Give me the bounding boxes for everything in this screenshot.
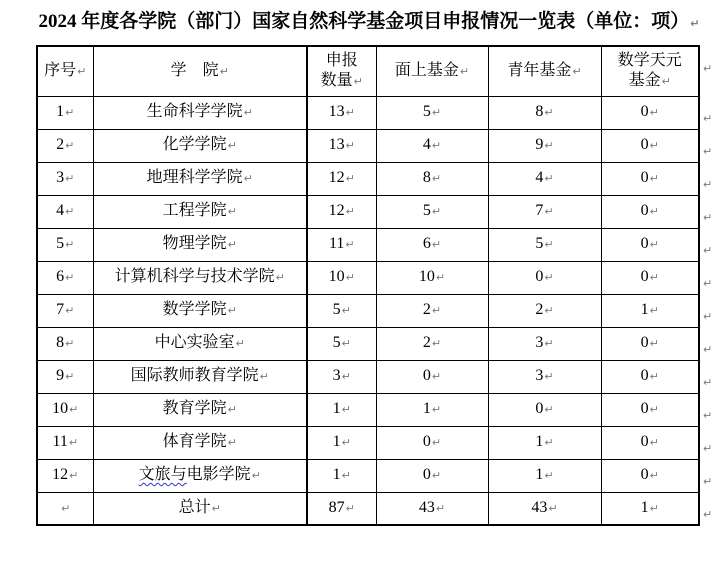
col-header-tianyuan-fund: 数学天元 基金↵: [601, 46, 699, 96]
paragraph-mark-icon: ↵: [345, 172, 355, 185]
header-row: [37, 46, 699, 96]
paragraph-mark-icon: ↵: [431, 436, 442, 449]
paragraph-mark-icon: ↵: [227, 403, 237, 416]
paragraph-mark-icon: ↵: [341, 337, 351, 350]
cell-tianyuan-fund: 0↵: [601, 426, 699, 459]
paragraph-mark-icon: ↵: [251, 469, 261, 482]
paragraph-mark-icon: ↵: [341, 403, 351, 416]
paragraph-mark-icon: ↵: [345, 139, 355, 152]
paragraph-mark-icon: ↵: [345, 238, 355, 251]
paragraph-mark-icon: ↵: [431, 403, 442, 416]
cell-college: 地理科学学院↵: [93, 162, 307, 195]
cell-tianyuan-fund: 0↵: [601, 162, 699, 195]
col-header-college: 学 院↵: [93, 46, 307, 96]
paragraph-mark-icon: ↵: [65, 304, 75, 317]
cell-tianyuan-fund: 0↵: [601, 96, 699, 129]
paragraph-mark-icon: ↵: [544, 172, 554, 185]
paragraph-mark-icon: ↵: [703, 343, 713, 356]
cell-apply-count: 5↵: [307, 294, 376, 327]
paragraph-mark-icon: ↵: [65, 205, 75, 218]
table-row: [37, 393, 699, 426]
cell-tianyuan-fund: 0↵: [601, 129, 699, 162]
document-title: [36, 10, 702, 36]
paragraph-mark-icon: ↵: [649, 501, 659, 515]
paragraph-mark-icon: ↵: [65, 271, 75, 284]
paragraph-mark-icon: ↵: [544, 337, 554, 350]
col-header-general-fund: 面上基金↵: [376, 46, 488, 96]
paragraph-mark-icon: ↵: [275, 271, 285, 284]
cell-youth-fund: 0↵: [488, 261, 601, 294]
cell-youth-fund: 7↵: [488, 195, 601, 228]
cell-college: 体育学院↵: [93, 426, 307, 459]
paragraph-mark-icon: ↵: [69, 469, 79, 482]
paragraph-mark-icon: ↵: [259, 370, 269, 383]
cell-serial: 8↵: [37, 327, 93, 360]
cell-tianyuan-fund: 0↵: [601, 393, 699, 426]
cell-youth-fund-total: 43↵: [488, 492, 601, 525]
paragraph-mark-icon: ↵: [431, 172, 442, 185]
document-page: [0, 10, 722, 564]
cell-general-fund: 0↵: [376, 426, 488, 459]
paragraph-mark-icon: ↵: [431, 337, 442, 350]
paragraph-mark-icon: ↵: [703, 244, 713, 257]
paragraph-mark-icon: ↵: [227, 238, 237, 251]
paragraph-mark-icon: ↵: [65, 238, 75, 251]
cell-general-fund: 8↵: [376, 162, 488, 195]
paragraph-mark-icon: ↵: [235, 337, 245, 350]
paragraph-mark-icon: ↵: [243, 106, 253, 119]
paragraph-mark-icon: ↵: [703, 178, 713, 191]
cell-general-fund: 2↵: [376, 327, 488, 360]
paragraph-mark-icon: ↵: [649, 271, 659, 284]
cell-general-fund: 5↵: [376, 96, 488, 129]
cell-general-fund: 6↵: [376, 228, 488, 261]
paragraph-mark-icon: ↵: [341, 469, 351, 482]
paragraph-mark-icon: ↵: [459, 64, 470, 78]
cell-youth-fund: 9↵: [488, 129, 601, 162]
cell-apply-count: 1↵: [307, 393, 376, 426]
cell-youth-fund: 0↵: [488, 393, 601, 426]
table-row: [37, 228, 699, 261]
cell-tianyuan-fund: 0↵: [601, 327, 699, 360]
paragraph-mark-icon: ↵: [431, 139, 442, 152]
paragraph-mark-icon: ↵: [341, 436, 351, 449]
col-header-apply-count: 申报 数量↵: [307, 46, 376, 96]
cell-college: 化学学院↵: [93, 129, 307, 162]
cell-serial: 12↵: [37, 459, 93, 492]
cell-youth-fund: 1↵: [488, 426, 601, 459]
paragraph-mark-icon: ↵: [703, 145, 713, 158]
end-of-row-marks: [702, 54, 720, 533]
document-title-text: 2024 年度各学院（部门）国家自然科学基金项目申报情况一览表（单位：项）: [38, 11, 690, 32]
paragraph-mark-icon: ↵: [544, 205, 554, 218]
paragraph-mark-icon: ↵: [431, 205, 442, 218]
paragraph-mark-icon: ↵: [65, 139, 75, 152]
paragraph-mark-icon: ↵: [703, 310, 713, 323]
cell-apply-count-total: 87↵: [307, 492, 376, 525]
table-row: [37, 360, 699, 393]
paragraph-mark-icon: ↵: [345, 205, 355, 218]
cell-college: 工程学院↵: [93, 195, 307, 228]
cell-tianyuan-fund: 0↵: [601, 195, 699, 228]
paragraph-mark-icon: ↵: [68, 436, 79, 449]
cell-general-fund-total: 43↵: [376, 492, 488, 525]
paragraph-mark-icon: ↵: [544, 370, 554, 383]
cell-general-fund: 10↵: [376, 261, 488, 294]
cell-serial: 3↵: [37, 162, 93, 195]
paragraph-mark-icon: ↵: [544, 139, 554, 152]
paragraph-mark-icon: ↵: [572, 64, 582, 78]
cell-total-label: 总计↵: [93, 492, 307, 525]
paragraph-mark-icon: ↵: [341, 370, 351, 383]
paragraph-mark-icon: ↵: [649, 469, 659, 482]
cell-tianyuan-fund: 0↵: [601, 459, 699, 492]
table-row: [37, 129, 699, 162]
paragraph-mark-icon: ↵: [548, 501, 558, 515]
cell-general-fund: 0↵: [376, 459, 488, 492]
cell-college: 生命科学学院↵: [93, 96, 307, 129]
cell-serial: 7↵: [37, 294, 93, 327]
spellcheck-underlined-text: 文旅与: [138, 466, 187, 483]
paragraph-mark-icon: ↵: [703, 508, 713, 521]
cell-apply-count: 12↵: [307, 162, 376, 195]
paragraph-mark-icon: ↵: [649, 205, 659, 218]
paragraph-mark-icon: ↵: [703, 376, 713, 389]
paragraph-mark-icon: ↵: [431, 304, 442, 317]
paragraph-mark-icon: ↵: [345, 501, 355, 515]
paragraph-mark-icon: ↵: [431, 106, 442, 119]
cell-apply-count: 1↵: [307, 426, 376, 459]
paragraph-mark-icon: ↵: [544, 436, 554, 449]
paragraph-mark-icon: ↵: [544, 271, 554, 284]
paragraph-mark-icon: ↵: [703, 277, 713, 290]
cell-apply-count: 13↵: [307, 129, 376, 162]
cell-serial: 11↵: [37, 426, 93, 459]
table-row: [37, 162, 699, 195]
paragraph-mark-icon: ↵: [544, 106, 554, 119]
paragraph-mark-icon: ↵: [65, 106, 75, 119]
paragraph-mark-icon: ↵: [703, 62, 713, 75]
paragraph-mark-icon: ↵: [649, 403, 659, 416]
paragraph-mark-icon: ↵: [341, 304, 351, 317]
cell-youth-fund: 3↵: [488, 327, 601, 360]
paragraph-mark-icon: ↵: [219, 64, 229, 78]
cell-youth-fund: 4↵: [488, 162, 601, 195]
paragraph-mark-icon: ↵: [435, 501, 446, 515]
paragraph-mark-icon: ↵: [703, 211, 713, 224]
paragraph-mark-icon: ↵: [703, 409, 713, 422]
table-header: [37, 46, 699, 96]
cell-serial: 9↵: [37, 360, 93, 393]
cell-general-fund: 0↵: [376, 360, 488, 393]
paragraph-mark-icon: ↵: [77, 64, 87, 78]
paragraph-mark-icon: ↵: [65, 370, 75, 383]
total-row: [37, 492, 699, 525]
paragraph-mark-icon: ↵: [544, 238, 554, 251]
cell-youth-fund: 8↵: [488, 96, 601, 129]
paragraph-mark-icon: ↵: [649, 172, 659, 185]
cell-apply-count: 10↵: [307, 261, 376, 294]
cell-serial: 10↵: [37, 393, 93, 426]
cell-youth-fund: 2↵: [488, 294, 601, 327]
cell-tianyuan-fund-total: 1↵: [601, 492, 699, 525]
cell-tianyuan-fund: 0↵: [601, 261, 699, 294]
cell-college: 数学学院↵: [93, 294, 307, 327]
cell-apply-count: 11↵: [307, 228, 376, 261]
cell-apply-count: 13↵: [307, 96, 376, 129]
paragraph-mark-icon: ↵: [227, 304, 237, 317]
paragraph-mark-icon: ↵: [435, 271, 446, 284]
cell-youth-fund: 1↵: [488, 459, 601, 492]
paragraph-mark-icon: ↵: [649, 106, 659, 119]
paragraph-mark-icon: ↵: [649, 337, 659, 350]
cell-serial: 6↵: [37, 261, 93, 294]
cell-apply-count: 12↵: [307, 195, 376, 228]
paragraph-mark-icon: ↵: [243, 172, 253, 185]
cell-college: 教育学院↵: [93, 393, 307, 426]
cell-college: 文旅与电影学院↵: [93, 459, 307, 492]
paragraph-mark-icon: ↵: [544, 469, 554, 482]
table-row: [37, 261, 699, 294]
paragraph-mark-icon: ↵: [703, 475, 713, 488]
applications-table: [36, 45, 700, 526]
paragraph-mark-icon: ↵: [69, 403, 79, 416]
cell-serial: 4↵: [37, 195, 93, 228]
paragraph-mark-icon: ↵: [227, 436, 237, 449]
paragraph-mark-icon: ↵: [431, 370, 442, 383]
paragraph-mark-icon: ↵: [649, 139, 659, 152]
paragraph-mark-icon: ↵: [544, 403, 554, 416]
paragraph-mark-icon: ↵: [649, 238, 659, 251]
col-header-serial: 序号↵: [37, 46, 93, 96]
paragraph-mark-icon: ↵: [703, 112, 713, 125]
paragraph-mark-icon: ↵: [353, 74, 363, 88]
cell-youth-fund: 5↵: [488, 228, 601, 261]
cell-college: 国际教师教育学院↵: [93, 360, 307, 393]
paragraph-mark-icon: ↵: [649, 436, 659, 449]
cell-tianyuan-fund: 1↵: [601, 294, 699, 327]
paragraph-mark-icon: ↵: [649, 370, 659, 383]
table-row: [37, 96, 699, 129]
paragraph-mark-icon: ↵: [65, 172, 75, 185]
col-header-youth-fund: 青年基金↵: [488, 46, 601, 96]
cell-serial: 2↵: [37, 129, 93, 162]
table-row: [37, 327, 699, 360]
paragraph-mark-icon: ↵: [431, 238, 442, 251]
paragraph-mark-icon: ↵: [211, 501, 221, 515]
paragraph-mark-icon: ↵: [431, 469, 442, 482]
table-row: [37, 426, 699, 459]
cell-tianyuan-fund: 0↵: [601, 360, 699, 393]
cell-apply-count: 5↵: [307, 327, 376, 360]
table-body: [37, 96, 699, 525]
cell-college: 中心实验室↵: [93, 327, 307, 360]
cell-serial: 1↵: [37, 96, 93, 129]
cell-general-fund: 5↵: [376, 195, 488, 228]
cell-apply-count: 3↵: [307, 360, 376, 393]
cell-serial: [37, 492, 93, 525]
cell-tianyuan-fund: 0↵: [601, 228, 699, 261]
cell-college: 计算机科学与技术学院↵: [93, 261, 307, 294]
paragraph-mark-icon: ↵: [544, 304, 554, 317]
paragraph-mark-icon: ↵: [65, 337, 75, 350]
table-row: [37, 459, 699, 492]
paragraph-mark-icon: ↵: [703, 442, 713, 455]
paragraph-mark-icon: ↵: [345, 106, 355, 119]
cell-apply-count: 1↵: [307, 459, 376, 492]
cell-serial: 5↵: [37, 228, 93, 261]
cell-general-fund: 4↵: [376, 129, 488, 162]
paragraph-mark-icon: ↵: [227, 205, 237, 218]
table-row: [37, 195, 699, 228]
cell-college: 物理学院↵: [93, 228, 307, 261]
cell-general-fund: 1↵: [376, 393, 488, 426]
cell-youth-fund: 3↵: [488, 360, 601, 393]
table-row: [37, 294, 699, 327]
paragraph-mark-icon: ↵: [345, 271, 355, 284]
cell-general-fund: 2↵: [376, 294, 488, 327]
paragraph-mark-icon: ↵: [227, 139, 237, 152]
paragraph-mark-icon: ↵: [690, 17, 700, 30]
paragraph-mark-icon: ↵: [61, 501, 71, 515]
paragraph-mark-icon: ↵: [649, 304, 659, 317]
paragraph-mark-icon: ↵: [661, 74, 671, 88]
